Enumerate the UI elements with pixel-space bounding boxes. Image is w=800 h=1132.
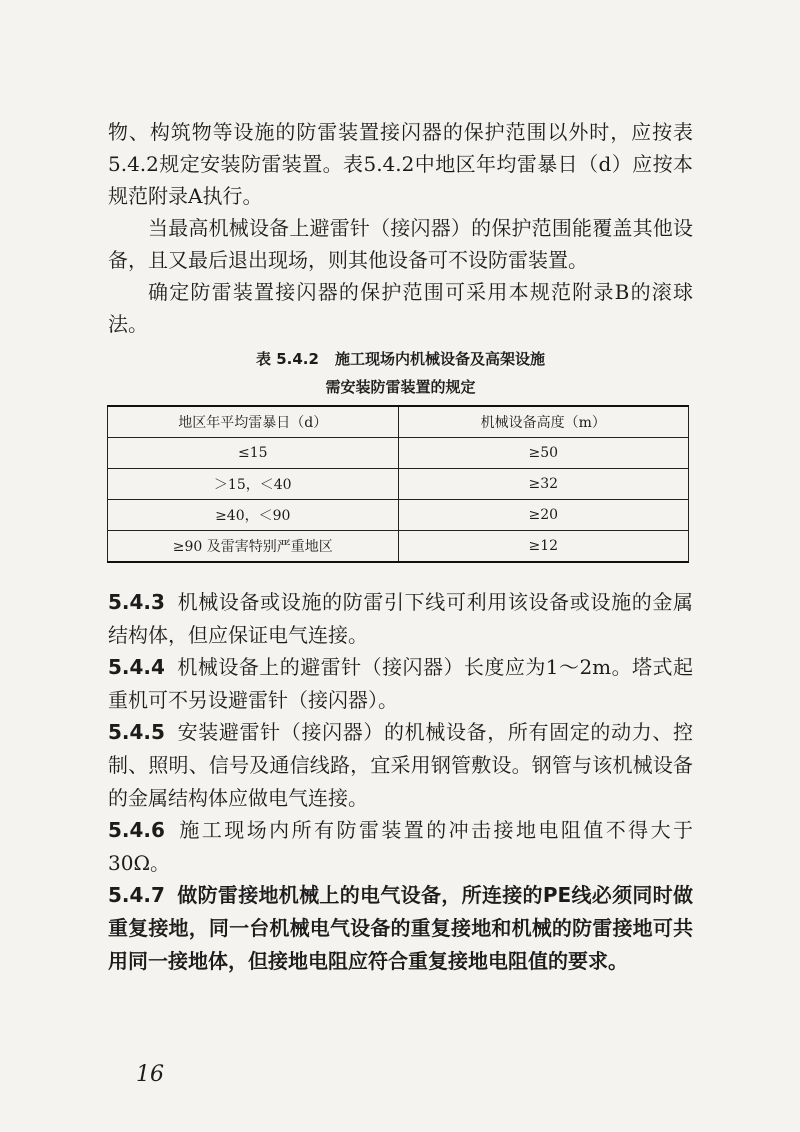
clause-number: 5.4.6 bbox=[108, 818, 165, 842]
paragraph-continuation: 物、构筑物等设施的防雷装置接闪器的保护范围以外时，应按表5.4.2规定安装防雷装置。表5.4.2中地区年均雷暴日（d）应按本规范附录A执行。 bbox=[108, 120, 693, 208]
clause-5-4-7 bbox=[108, 879, 693, 978]
header-thunderstorm-days: 地区年平均雷暴日（d） bbox=[108, 406, 399, 438]
clause-number: 5.4.3 bbox=[108, 590, 165, 614]
clause-5-4-5 bbox=[108, 716, 693, 815]
clause-5-4-3 bbox=[108, 586, 693, 652]
table-row bbox=[108, 438, 689, 469]
table-cell-height: ≥32 bbox=[398, 469, 689, 500]
table-cell-days: ≥40，＜90 bbox=[108, 500, 399, 531]
table-row bbox=[108, 469, 689, 500]
table-cell-days: ≤15 bbox=[108, 438, 399, 469]
table-cell-days: ＞15，＜40 bbox=[108, 469, 399, 500]
clause-text: 机械设备或设施的防雷引下线可利用该设备或设施的金属结构体，但应保证电气连接。 bbox=[108, 590, 693, 647]
table-cell-days: ≥90 及雷害特别严重地区 bbox=[108, 531, 399, 563]
table-row bbox=[108, 500, 689, 531]
clause-5-4-4 bbox=[108, 651, 693, 717]
paragraph-rolling-sphere: 确定防雷装置接闪器的保护范围可采用本规范附录B的滚球法。 bbox=[108, 280, 693, 336]
clause-text: 机械设备上的避雷针（接闪器）长度应为1～2m。塔式起重机可不另设避雷针（接闪器）。 bbox=[108, 655, 693, 712]
table-header-row bbox=[108, 406, 689, 438]
table-number: 表 5.4.2 bbox=[256, 350, 319, 368]
table-caption-line2 bbox=[108, 373, 693, 401]
table-cell-height: ≥50 bbox=[398, 438, 689, 469]
clause-text: 施工现场内所有防雷装置的冲击接地电阻值不得大于30Ω。 bbox=[108, 818, 693, 875]
page-number: 16 bbox=[136, 1062, 164, 1087]
table-title-line1: 施工现场内机械设备及高架设施 bbox=[334, 350, 545, 368]
clause-text: 安装避雷针（接闪器）的机械设备，所有固定的动力、控制、照明、信号及通信线路，宜采用钢管敷设。钢管与该机械设备的金属结构体应做电气连接。 bbox=[108, 720, 693, 810]
clause-number: 5.4.4 bbox=[108, 655, 165, 679]
table-cell-height: ≥20 bbox=[398, 500, 689, 531]
table-title-line2: 需安装防雷装置的规定 bbox=[325, 378, 476, 396]
paragraph-top-lightning-rod: 当最高机械设备上避雷针（接闪器）的保护范围能覆盖其他设备，且又最后退出现场，则其他设备可不设防雷装置。 bbox=[108, 216, 693, 272]
table-cell-height: ≥12 bbox=[398, 531, 689, 563]
table-caption-line1 bbox=[108, 345, 693, 373]
lightning-protection-table bbox=[107, 405, 689, 563]
table-row bbox=[108, 531, 689, 563]
clause-5-4-6 bbox=[108, 814, 693, 880]
clause-number: 5.4.7 bbox=[108, 883, 165, 907]
clause-text: 做防雷接地机械上的电气设备，所连接的PE线必须同时做重复接地，同一台机械电气设备的重复接地和机械的防雷接地可共用同一接地体，但接地电阻应符合重复接地电阻值的要求。 bbox=[108, 883, 693, 973]
clause-number: 5.4.5 bbox=[108, 720, 165, 744]
header-equipment-height: 机械设备高度（m） bbox=[398, 406, 689, 438]
